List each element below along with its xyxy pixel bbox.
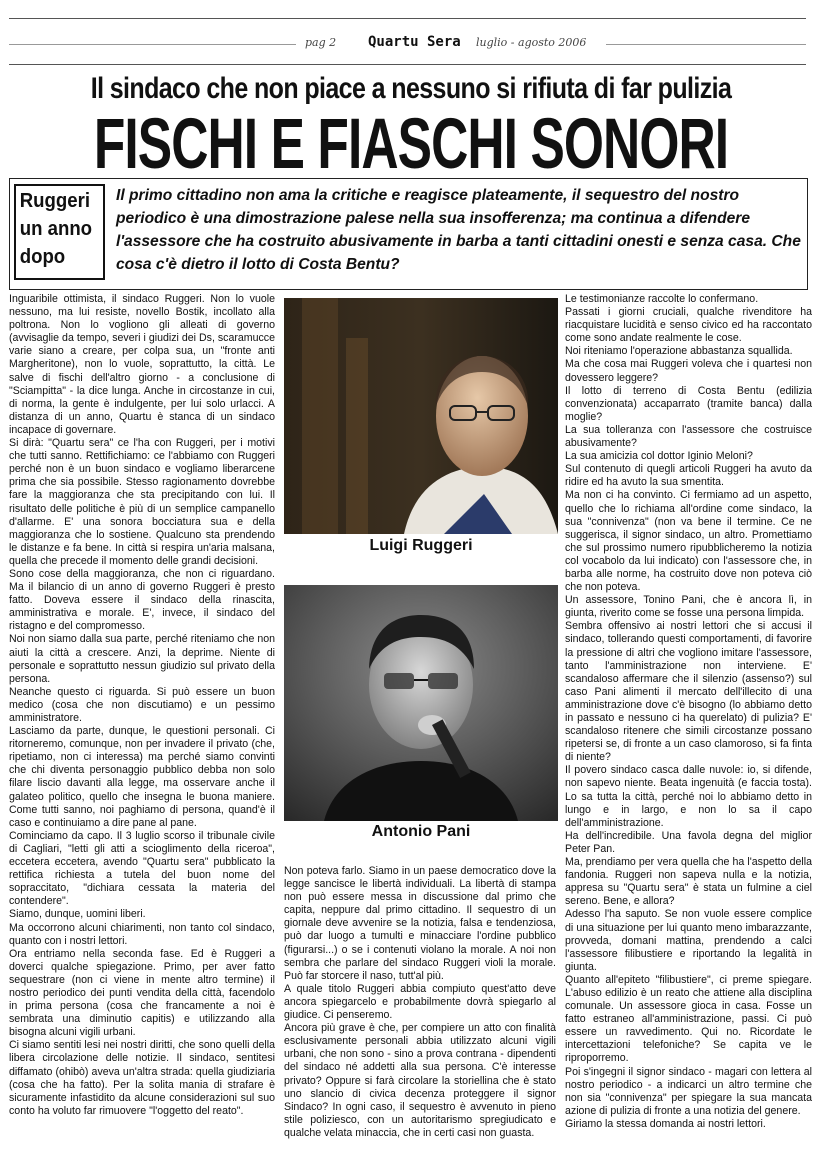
portrait-image [284,298,558,534]
article-paragraph: Inguaribile ottimista, il sindaco Ruggeri. Non lo vuole nessuno, ma lui resiste, novello Bostik, incollato alla poltrona. Non lo vogliono gli alleati di governo (avvisaglie da tempo, severi i giudizi dei Ds, scaramucce varie siano a creare, per colpa sua, un "fronte anti Margheritone), non lo vuole, soprattutto, la città. Le salve di fischi dell'altro giorno - a conclusione di "Sciampitta" - la dice lunga. Anche in circostanze in cui, di norma, la gente è indulgente, per lui solo urlacci. A distanza di un anno, Quartu è stanca di un sindaco incapace di governare. [9,293,275,436]
article-paragraph: Ancora più grave è che, per compiere un atto con finalità esclusivamente personali abbia utilizzato alcuni vigili urbani, che non sono - sino a prova contrana - dipendenti del sindaco né addetti alla sua persona. C'è interesse privato? Oppure si farà circolare la storiellina che è stato uno slancio di civica decenza proteggere il signor Sindaco? In ogni caso, il sequestro è avvenuto in pieno stile poliziesco, con un autoritarismo spregiudicato e qualche velata minaccia, che in certi casi non guasta. [284,1022,556,1139]
article-paragraph: La sua tolleranza con l'assessore che costruisce abusivamente? [565,423,812,450]
article-paragraph: Sono cose della maggioranza, che non ci riguardano. Ma il bilancio di un anno di governo Ruggeri è presto fatto. Doveva essere il sindaco della rinascita, amministrativa e morale. E', invece, il sindaco del ristagno e del compromesso. [9,567,275,633]
column-middle [284,865,556,1140]
article-paragraph: Sembra offensivo ai nostri lettori che si accusi il sindaco, tollerando questi comportamenti, di favorire la pressione di altri che vogliono imitare l'assessore, tanto l'amministrazione non interviene. E' scandaloso affermare che il silenzio (assenso?) sul caso Pani alimenti il mercato dell'illecito di una amministrazione dove c'è bisogno (lo abbiamo detto in passato e nessuno ci ha querelato) di pulizia? E' scandaloso ritenere che simili circostanze possano ripetersi se, di fronte a un caso clamoroso, si fa finta di niente? [565,620,812,764]
article-paragraph: Noi riteniamo l'operazione abbastanza squallida. [565,345,793,358]
tag-line-1: Ruggeri [19,190,90,212]
article-paragraph: Ma che cosa mai Ruggeri voleva che i quartesi non dovessero leggere? [565,358,812,384]
top-rule [9,18,806,19]
masthead: Quartu Sera [368,34,461,50]
portrait-image [284,585,558,821]
article-paragraph: Ora entriamo nella seconda fase. Ed è Ruggeri a doverci qualche spiegazione. Primo, per aver fatto sequestrare (non ci viene in mente altro termine) il nostro periodico dei punti vendita della città, facendolo in prima persona (cosa che francamente a noi è sembrata una diminutio capitis) e utilizzando alla bisogna alcuni vigili urbani. [9,947,275,1039]
main-headline: FISCHI E FIASCHI SONORI [93,102,729,184]
photo-antonio-pani [284,585,558,821]
page-header [0,34,822,50]
article-paragraph: Ci siamo sentiti lesi nei nostri diritti, che sono quelli della libera circolazione delle notizie. Il sindaco, sentitesi diffamato (ohibò) aveva un'altra strada: quella giudiziaria (cosa che ha fatto). Per la solita mania di strafare è sicuramente infastidito da alcune considerazioni sul suo conto ha voluto far rimuovere "l'oggetto del reato". [9,1039,275,1117]
page-number: pag 2 [305,36,337,49]
column-left [9,293,275,1118]
article-paragraph: Ma occorrono alcuni chiarimenti, non tanto col sindaco, quanto con i nostri lettori. [9,921,275,947]
article-paragraph: Il povero sindaco casca dalle nuvole: io, si difende, non sapevo niente. Beata ingenuità (e faccia tosta). Lo sa tutta la città, perché noi lo abbiamo detto in lungo e in largo, e non lo sa il capo dell'amministrazione. [565,764,812,829]
article-paragraph: Non poteva farlo. Siamo in un paese democratico dove la legge sancisce le libertà individuali. La libertà di stampa non può essere messa in discussione dal primo che capita, neppure dal primo cittadino. Il sequestro di un giornale deve avvenire se la notizia, falsa e tendenziosa, può dar luogo a tumulti e minacciare l'ordine pubblico (figurarsi...) o se i contenuti violano la morale. A noi non sembra che parlare del sindaco Ruggeri violi la morale. Può far storcere il naso, tutt'al più. [284,865,556,982]
photo-caption-2: Antonio Pani [371,823,471,840]
photo-luigi-ruggeri [284,298,558,534]
article-paragraph: Giriamo la stessa domanda ai nostri lettori. [565,1117,766,1130]
article-paragraph: Si dirà: "Quartu sera" ce l'ha con Ruggeri, per i motivi che tutti sanno. Rettifichiamo: ce l'abbiamo con Ruggeri perché non è un buon sindaco e vogliamo liberarcene prima che sia possibile. Stesso ragionamento dovrebbe fare la maggioranza che sta precipitando con lui. Il risultato delle politiche è più di un semplice campanello d'allarme. E' una sonora bocciatura sua e della maggioranza che lo sostiene. Qualcuno sta prendendo le distanze e fa bene. In città si respira un'aria malsana, quella che precede il momento delle grandi decisioni. [9,437,275,567]
article-paragraph: Sul contenuto di quegli articoli Ruggeri ha avuto da ridire ed ha avuto la sua smentita. [565,463,812,489]
article-paragraph: Quanto all'epiteto "filibustiere", ci preme spiegare. L'abuso edilizio è un reato che attiene alla disciplina comunale. Un assessore gioca in casa. Fosse un fatto estraneo all'amministrazione, passi. Ci può essere un ravvedimento. Qui no. Ricordate le intercettazioni telefoniche? Se capita ve le riproporremo. [565,973,812,1065]
article-paragraph: Ha dell'incredibile. Una favola degna del miglior Peter Pan. [565,829,812,855]
article-paragraph: Adesso l'ha saputo. Se non vuole essere complice di una situazione per lui quanto meno imbarazzante, provveda, domani mattina, prendendo a calci l'assessore filibustiere e riportando la legalità in giunta. [565,908,812,973]
article-paragraph: Il lotto di terreno di Costa Bentu (edilizia convenzionata) accaparrato (tramite banca) dalla moglie? [565,384,812,423]
article-paragraph: Ma, prendiamo per vera quella che ha l'aspetto della fandonia. Ruggeri non sapeva nulla e la notizia, appresa su "Quartu sera" è stata un fulmine a ciel sereno. Bene, e allora? [565,856,812,908]
section-tag [14,184,105,280]
article-paragraph: Noi non siamo dalla sua parte, perché riteniamo che non aiuti la città a crescere. Anzi, la deprime. Niente di personale e soprattutto nessun giudizio sul privato della persona. [9,633,275,685]
header-bottom-rule [9,64,806,65]
article-paragraph: La sua amicizia col dottor Iginio Meloni? [565,450,753,463]
tag-line-2: un anno [19,218,93,240]
article-paragraph: Poi s'ingegni il signor sindaco - magari con lettera al nostro periodico - a indicarci un altro termine che non sia "connivenza" per spiegare la sua mancata azione di pulizia di fronte a una notizia del genere. [565,1065,812,1117]
photo-caption-1: Luigi Ruggeri [369,537,473,554]
article-paragraph: Cominciamo da capo. Il 3 luglio scorso il tribunale civile di Cagliari, "letti gli atti a scioglimento della riceroa", eccetera eccetera, avendo "Quartu sera" pubblicato la rettifica richiesta a tutela del buon nome del sopraccitato, "dichiara cessata la materia del contendere". [9,829,275,908]
article-paragraph: Siamo, dunque, uomini liberi. [9,908,146,921]
article-paragraph: Neanche questo ci riguarda. Si può essere un buon medico (cosa che non discutiamo) e un pessimo amministratore. [9,685,275,724]
issue-date: luglio - agosto 2006 [476,36,587,49]
kicker-headline: Il sindaco che non piace a nessuno si rifiuta di far pulizia [90,72,732,106]
article-paragraph: Le testimonianze raccolte lo confermano. [565,293,759,305]
tag-line-3: dopo [19,246,66,268]
column-right [565,293,812,1131]
article-paragraph: A quale titolo Ruggeri abbia compiuto quest'atto deve ancora spiegarcelo e probabilmente dovrà spiegarlo al giudice. Ci penseremo. [284,982,556,1022]
deck-text: Il primo cittadino non ama la critiche e reagisce plateamente, il sequestro del nostro periodico è una dimostrazione palese nella sua insofferenza; ma continua a difendere l'assessore che ha costruito abusivamente in barba a tanti cittadini onesti e senza casa. Che cosa c'è dietro il lotto di Costa Bentu? [116,187,801,273]
article-paragraph: Passati i giorni cruciali, qualche rivenditore ha riacquistare lucidità e senso civico ed ha raccontato come sono andate realmente le cose. [565,306,812,345]
article-paragraph: Ma non ci ha convinto. Ci fermiamo ad un aspetto, quello che lo richiama all'ordine come sindaco, la sua "connivenza" (non va bene il termine. Ce ne suggerisca, il signor sindaco, un altro. Promettiamo che sul prossimo numero ripubblicheremo la notizia col vocabolo da lui indicato) con l'assessore che, in barba alle norme, ha costruito dove non poteva ciò che non poteva. [565,489,812,594]
article-paragraph: Un assessore, Tonino Pani, che è ancora lì, in giunta, riverito come se fosse una persona limpida. [565,594,812,620]
article-paragraph: Lasciamo da parte, dunque, le questioni personali. Ci ritorneremo, comunque, non per invadere il privato (che, ripetiamo, non ci interessa) ma perché siamo convinti che chi diventa personaggio pubblico debba non solo filare liscio davanti alla legge, ma osservare anche il galateo politico, quello che insegna le buona maniere. Come tutti sanno, noi paghiamo di persona, quand'è il caso e continuiamo a dire pane al pane. [9,725,275,829]
